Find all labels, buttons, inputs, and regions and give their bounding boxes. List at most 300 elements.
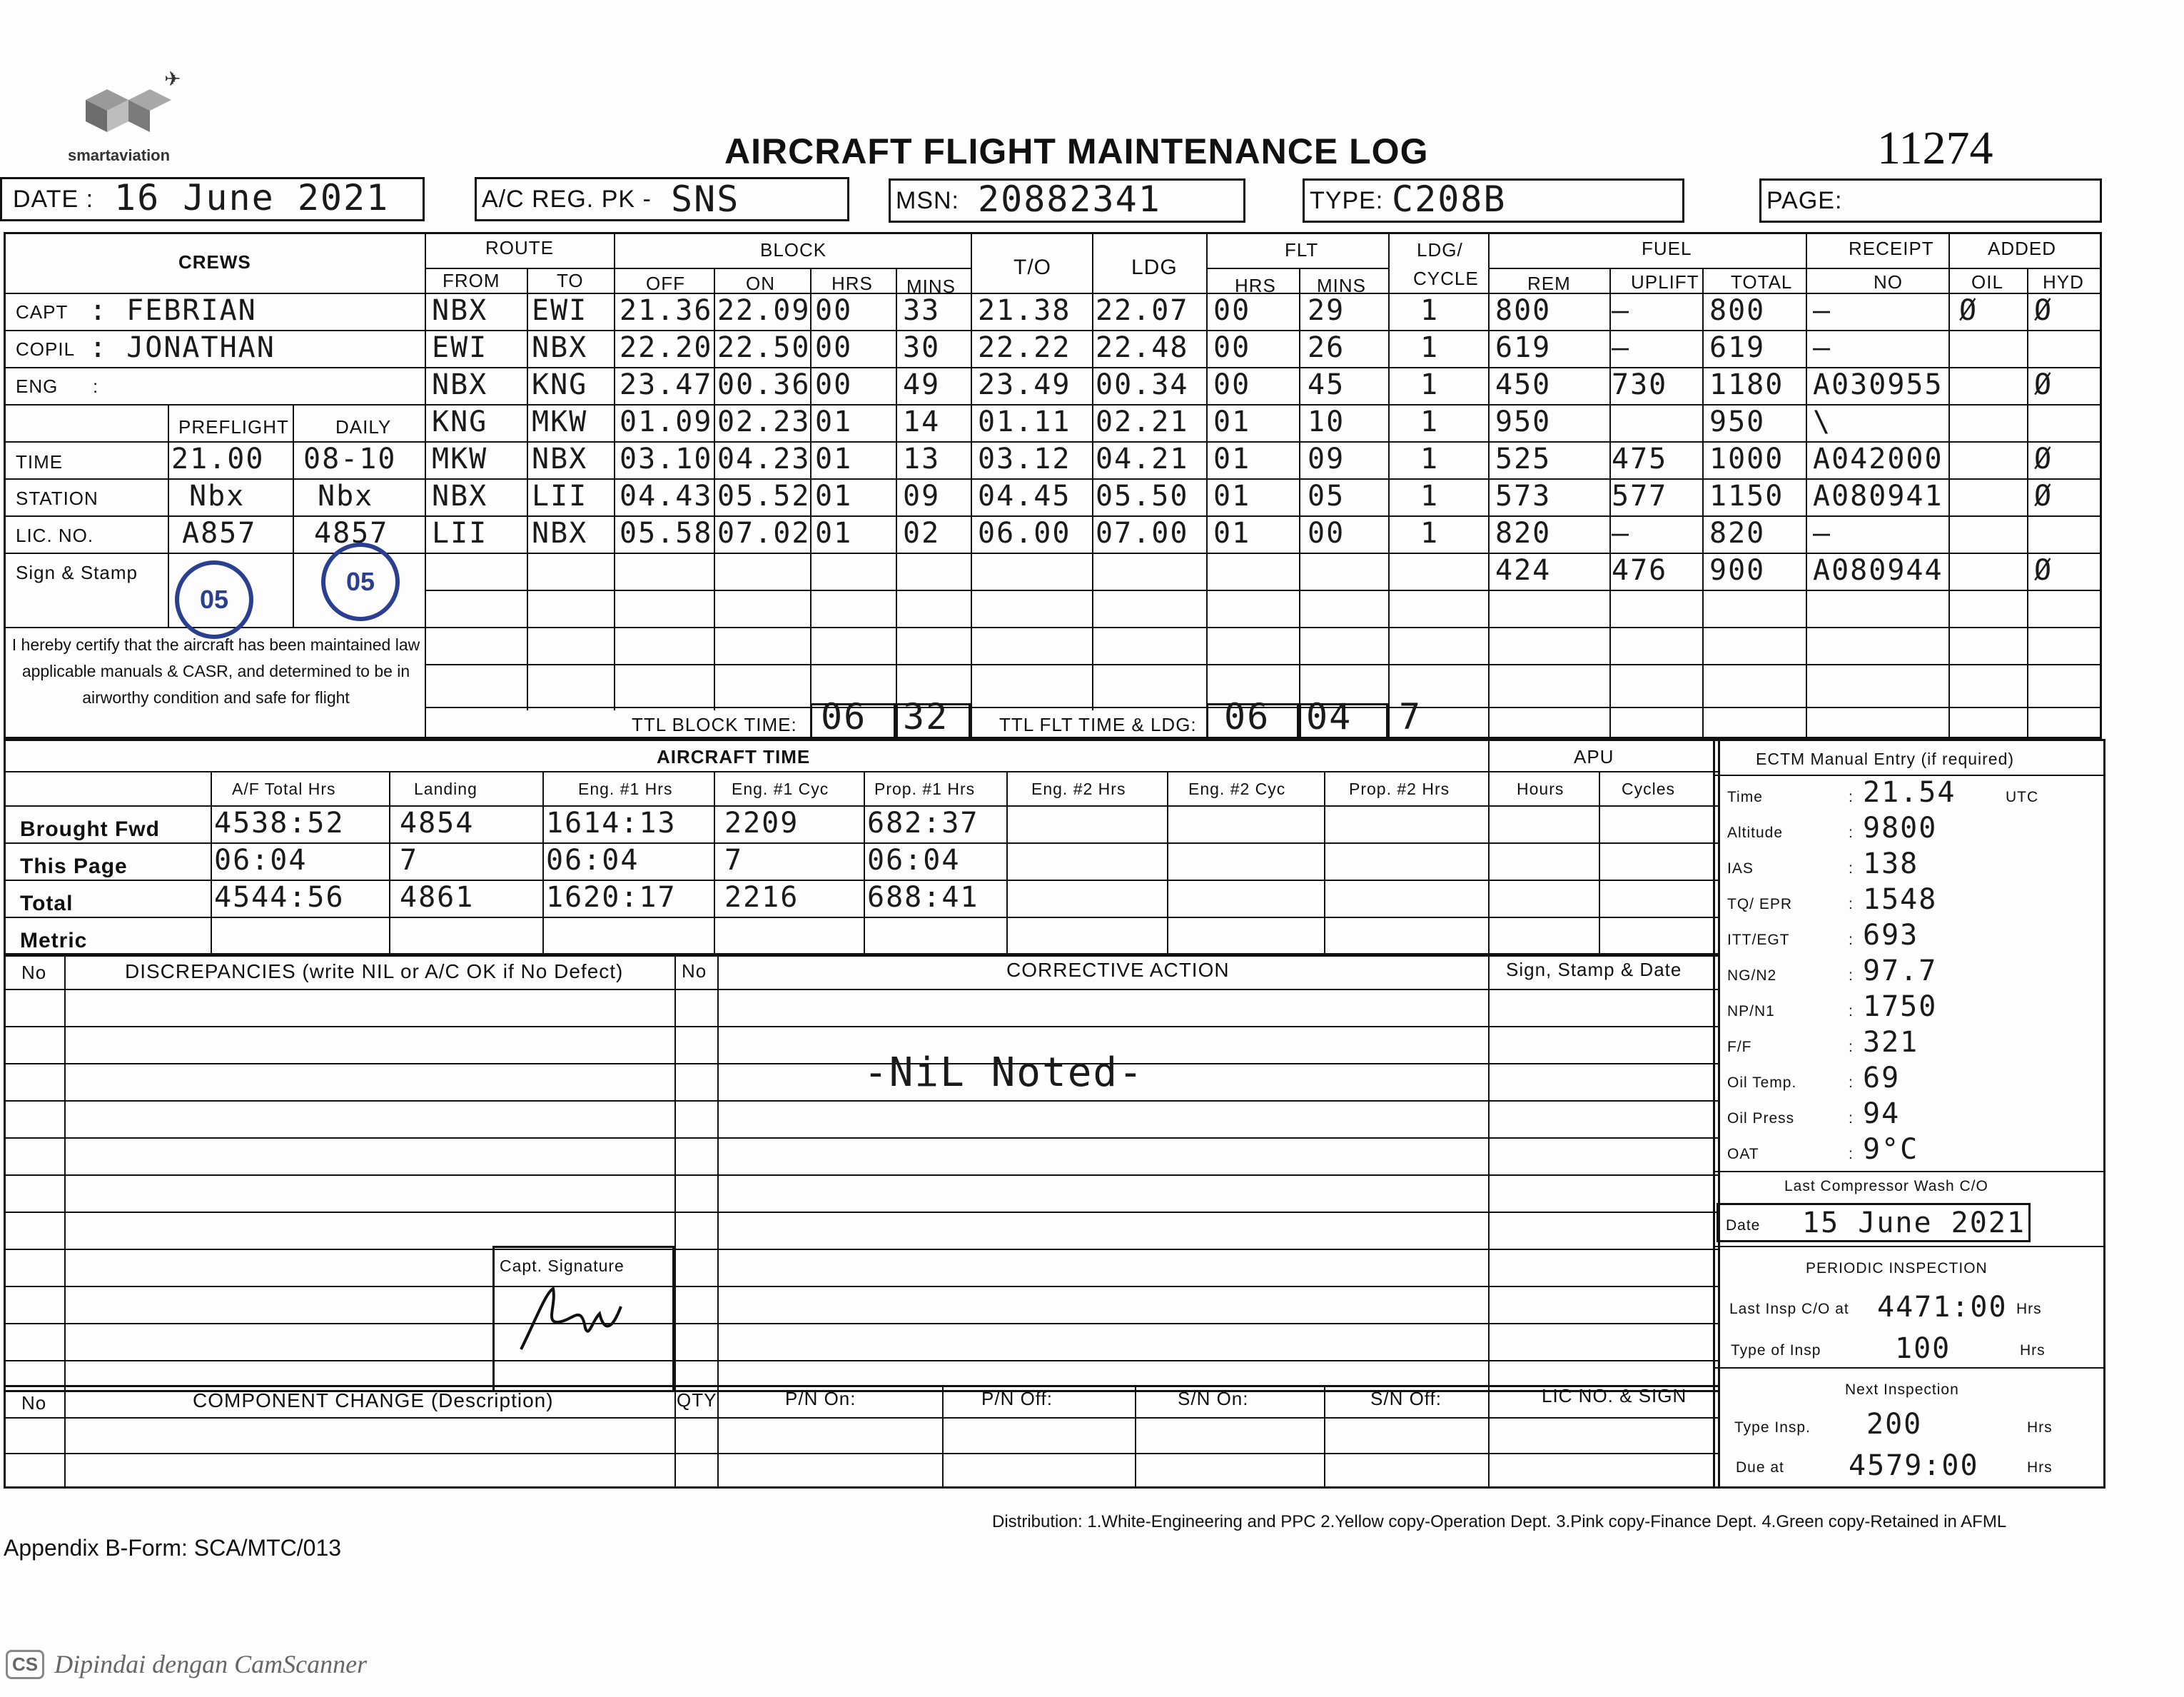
col-mins: MINS [906, 276, 956, 297]
flight-cell-on[interactable]: 05.52 [717, 480, 811, 513]
flight-cell-from[interactable]: NBX [432, 294, 488, 327]
aircraft-time-cell-af[interactable]: 06:04 [214, 844, 308, 877]
discrepancy-rule [4, 1212, 1720, 1213]
type-value[interactable]: C208B [1392, 178, 1507, 220]
aircraft-time-cell-af[interactable]: 4538:52 [214, 807, 345, 840]
disc-no2: No [682, 960, 707, 982]
ectm-value[interactable]: 69 [1863, 1062, 1901, 1094]
due-unit: Hrs [2027, 1459, 2053, 1476]
comp-no: No [21, 1392, 47, 1414]
flight-cell-cyc[interactable]: 1 [1420, 406, 1440, 438]
fuel-cell-rem[interactable]: 424 [1495, 554, 1552, 587]
svg-text:✈: ✈ [164, 71, 181, 91]
type-insp-unit: Hrs [2020, 1342, 2046, 1359]
aircraft-time-row-label: This Page [20, 855, 128, 878]
next-type-value[interactable]: 200 [1866, 1408, 1923, 1441]
fuel-cell-oil[interactable]: Ø [1959, 294, 1978, 327]
col-takeoff: T/O [1013, 256, 1051, 279]
fuel-cell-total[interactable]: 900 [1709, 554, 1766, 587]
flight-cell-tko[interactable]: 01.11 [978, 406, 1071, 438]
flight-cell-fhrs[interactable]: 01 [1213, 406, 1251, 438]
comp-lic: LIC NO. & SIGN [1542, 1385, 1687, 1406]
flight-cell-mins[interactable]: 30 [903, 331, 941, 364]
flight-cell-ldg[interactable]: 05.50 [1096, 480, 1189, 513]
capt-label: CAPT [16, 301, 69, 323]
discrepancy-rule [4, 1323, 1720, 1324]
wash-title: Last Compressor Wash C/O [1784, 1178, 1988, 1194]
stamp-preflight [175, 560, 253, 639]
flight-cell-ldg[interactable]: 07.00 [1096, 517, 1189, 550]
aircraft-time-cell-prop1[interactable]: 06:04 [867, 844, 961, 877]
fuel-cell-rem[interactable]: 820 [1495, 517, 1552, 550]
lic-preflight[interactable]: A857 [182, 517, 257, 550]
ectm-value[interactable]: 9800 [1863, 812, 1938, 845]
date-label: DATE : [13, 186, 94, 213]
stamp-text: 05 [199, 585, 229, 614]
fuel-cell-receipt[interactable]: \ [1813, 406, 1832, 438]
flight-cell-mins[interactable]: 33 [903, 294, 941, 327]
fuel-cell-receipt[interactable]: A042000 [1813, 443, 1943, 475]
col-block: BLOCK [760, 239, 827, 261]
type-insp-label: Type of Insp [1731, 1342, 1821, 1359]
disc-no: No [21, 962, 47, 983]
flight-cell-fhrs[interactable]: 00 [1213, 331, 1251, 364]
flight-cell-mins[interactable]: 49 [903, 368, 941, 401]
flight-cell-off[interactable]: 05.58 [620, 517, 713, 550]
flight-cell-fmins[interactable]: 09 [1308, 443, 1345, 475]
aircraft-time-header: Eng. #2 Hrs [1031, 780, 1126, 798]
aircraft-time-cell-af[interactable]: 4544:56 [214, 881, 345, 914]
fuel-cell-total[interactable]: 1000 [1709, 443, 1784, 475]
comp-pn-off: P/N Off: [981, 1388, 1053, 1409]
flight-cell-to[interactable]: NBX [532, 443, 588, 475]
flight-cell-from[interactable]: LII [432, 517, 488, 550]
copil-name[interactable]: : JONATHAN [89, 331, 275, 364]
fuel-cell-uplift[interactable]: 730 [1612, 368, 1668, 401]
ectm-label: TQ/ EPR [1727, 896, 1793, 912]
ectm-colon: : [1849, 789, 1854, 805]
fuel-cell-uplift[interactable]: 577 [1612, 480, 1668, 513]
ectm-value[interactable]: 693 [1863, 919, 1919, 952]
flight-cell-cyc[interactable]: 1 [1420, 517, 1440, 550]
flight-cell-off[interactable]: 23.47 [620, 368, 713, 401]
ectm-colon: : [1849, 1039, 1854, 1055]
flight-cell-ldg[interactable]: 22.07 [1096, 294, 1189, 327]
flight-cell-off[interactable]: 21.36 [620, 294, 713, 327]
flight-cell-off[interactable]: 01.09 [620, 406, 713, 438]
ectm-colon: : [1849, 860, 1854, 877]
flight-cell-off[interactable]: 04.43 [620, 480, 713, 513]
col-ldg-cycle-1: LDG/ [1417, 239, 1463, 261]
fuel-cell-receipt[interactable]: A080944 [1813, 554, 1943, 587]
lic-label: LIC. NO. [16, 525, 94, 546]
ectm-colon: : [1849, 825, 1854, 841]
flight-cell-tko[interactable]: 23.49 [978, 368, 1071, 401]
flight-cell-to[interactable]: KNG [532, 368, 588, 401]
flight-cell-tko[interactable]: 22.22 [978, 331, 1071, 364]
col-hrs: HRS [831, 273, 873, 294]
comp-sn-on: S/N On: [1178, 1388, 1249, 1409]
aircraft-time-title: AIRCRAFT TIME [657, 746, 811, 767]
discrepancy-rule [4, 1137, 1720, 1139]
fuel-cell-receipt[interactable]: – [1813, 294, 1832, 327]
aircraft-time-cell-eng1hrs[interactable]: 1620:17 [546, 881, 677, 914]
logo [64, 71, 221, 171]
discrepancy-rule [4, 1286, 1720, 1287]
distribution-text: Distribution: 1.White-Engineering and PPC 2.Yellow copy-Operation Dept. 3.Pink copy-Finance Dept. 4.Green copy-Retained in AFML [992, 1512, 2007, 1531]
flight-cell-ldg[interactable]: 22.48 [1096, 331, 1189, 364]
fuel-cell-receipt[interactable]: A030955 [1813, 368, 1943, 401]
ectm-colon: : [1849, 1146, 1854, 1162]
fuel-cell-total[interactable]: 1150 [1709, 480, 1784, 513]
flight-cell-from[interactable]: NBX [432, 368, 488, 401]
station-preflight[interactable]: Nbx [189, 480, 246, 513]
flight-cell-fmins[interactable]: 26 [1308, 331, 1345, 364]
flight-cell-to[interactable]: EWI [532, 294, 588, 327]
aircraft-time-row-label: Total [20, 892, 74, 915]
fuel-cell-rem[interactable]: 573 [1495, 480, 1552, 513]
flight-cell-mins[interactable]: 09 [903, 480, 941, 513]
flight-cell-hrs[interactable]: 00 [815, 294, 853, 327]
flight-cell-hrs[interactable]: 01 [815, 443, 853, 475]
aircraft-time-cell-eng1hrs[interactable]: 1614:13 [546, 807, 677, 840]
fuel-cell-total[interactable]: 800 [1709, 294, 1766, 327]
apu-cycles: Cycles [1622, 780, 1676, 798]
ttl-flt-label: TTL FLT TIME & LDG: [999, 714, 1197, 735]
aircraft-time-header: Prop. #2 Hrs [1349, 780, 1450, 798]
flight-cell-cyc[interactable]: 1 [1420, 294, 1440, 327]
flight-cell-fhrs[interactable]: 01 [1213, 517, 1251, 550]
flight-cell-hrs[interactable]: 01 [815, 406, 853, 438]
next-insp-title: Next Inspection [1845, 1381, 1959, 1398]
fuel-cell-uplift[interactable]: – [1612, 331, 1631, 364]
fuel-cell-rem[interactable]: 619 [1495, 331, 1552, 364]
discrepancy-rule [4, 1174, 1720, 1176]
fuel-cell-receipt[interactable]: – [1813, 517, 1832, 550]
comp-pn-on: P/N On: [785, 1388, 856, 1409]
capt-name[interactable]: : FEBRIAN [89, 294, 257, 327]
ttl-block-label: TTL BLOCK TIME: [632, 714, 797, 735]
certify-text: I hereby certify that the aircraft has been maintained law applicable manuals & CASR, and determined to be in airworthy condition and safe for flight [11, 635, 420, 707]
col-added: ADDED [1988, 238, 2057, 259]
aircraft-time-header: Eng. #2 Cyc [1188, 780, 1286, 798]
aircraft-time-cell-landing[interactable]: 7 [400, 844, 419, 877]
ectm-label: F/F [1727, 1039, 1752, 1055]
flight-cell-from[interactable]: NBX [432, 480, 488, 513]
copil-label: COPIL [16, 338, 76, 360]
discrepancy-rule [4, 1063, 1720, 1064]
flight-cell-off[interactable]: 22.20 [620, 331, 713, 364]
fuel-cell-rem[interactable]: 800 [1495, 294, 1552, 327]
station-label: STATION [16, 488, 98, 509]
ectm-colon: : [1849, 1110, 1854, 1127]
flight-cell-on[interactable]: 22.50 [717, 331, 811, 364]
last-insp-label: Last Insp C/O at [1729, 1301, 1849, 1317]
col-flt: FLT [1285, 239, 1319, 261]
flight-cell-hrs[interactable]: 01 [815, 517, 853, 550]
col-ldg-cycle-2: CYCLE [1413, 268, 1479, 289]
col-flt-mins: MINS [1317, 275, 1366, 296]
col-route: ROUTE [485, 237, 554, 258]
flight-cell-tko[interactable]: 06.00 [978, 517, 1071, 550]
discrepancy-rule [4, 989, 1720, 990]
col-uplift: UPLIFT [1631, 271, 1699, 293]
aircraft-time-header: Landing [414, 780, 477, 798]
fuel-cell-rem[interactable]: 525 [1495, 443, 1552, 475]
logo-icon [64, 71, 207, 150]
capt-signature-scribble [514, 1278, 642, 1356]
date-value[interactable]: 16 June 2021 [114, 177, 390, 218]
fuel-cell-hyd[interactable]: Ø [2034, 554, 2053, 587]
fuel-cell-hyd[interactable]: Ø [2034, 294, 2053, 327]
discrepancy-rule [4, 1360, 1720, 1361]
col-fuel: FUEL [1642, 238, 1692, 259]
serial-number: 11274 [1877, 122, 1993, 174]
ectm-value[interactable]: 138 [1863, 847, 1919, 880]
ectm-label: OAT [1727, 1146, 1759, 1162]
col-flt-hrs: HRS [1235, 275, 1276, 296]
ttl-block-hrs[interactable]: 06 [821, 696, 867, 737]
ectm-value[interactable]: 21.54 [1863, 776, 1956, 809]
fuel-cell-receipt[interactable]: A080941 [1813, 480, 1943, 513]
ectm-value[interactable]: 97.7 [1863, 955, 1938, 987]
fuel-cell-total[interactable]: 950 [1709, 406, 1766, 438]
aircraft-time-cell-eng1hrs[interactable]: 06:04 [546, 844, 639, 877]
time-preflight[interactable]: 21.00 [171, 443, 265, 475]
ectm-title: ECTM Manual Entry (if required) [1756, 750, 2015, 768]
col-off: OFF [646, 273, 685, 294]
ectm-colon: : [1849, 967, 1854, 984]
col-from: FROM [443, 270, 500, 291]
logo-text: smartaviation [68, 146, 171, 164]
fuel-cell-uplift[interactable]: 476 [1612, 554, 1668, 587]
fuel-cell-total[interactable]: 1180 [1709, 368, 1784, 401]
sign-stamp-label: Sign & Stamp [16, 562, 138, 583]
flight-cell-hrs[interactable]: 01 [815, 480, 853, 513]
discrepancy-rule [4, 1100, 1720, 1102]
periodic-title: PERIODIC INSPECTION [1806, 1260, 1988, 1276]
next-type-label: Type Insp. [1734, 1419, 1811, 1436]
flight-cell-fhrs[interactable]: 01 [1213, 480, 1251, 513]
fuel-cell-hyd[interactable]: Ø [2034, 443, 2053, 475]
reg-label: A/C REG. PK - [482, 186, 652, 213]
last-insp-unit: Hrs [2016, 1301, 2042, 1317]
flight-cell-on[interactable]: 07.02 [717, 517, 811, 550]
aircraft-time-cell-eng1cyc[interactable]: 7 [724, 844, 744, 877]
ectm-unit: UTC [2006, 789, 2039, 805]
flight-cell-fhrs[interactable]: 00 [1213, 368, 1251, 401]
fuel-cell-rem[interactable]: 950 [1495, 406, 1552, 438]
flight-cell-fmins[interactable]: 05 [1308, 480, 1345, 513]
discrepancy-rule [4, 1249, 1720, 1250]
time-label: TIME [16, 451, 64, 473]
ttl-block-mins[interactable]: 32 [903, 696, 949, 737]
flight-cell-fmins[interactable]: 45 [1308, 368, 1345, 401]
flight-cell-to[interactable]: NBX [532, 517, 588, 550]
sign-stamp-date: Sign, Stamp & Date [1506, 959, 1682, 980]
flight-cell-from[interactable]: EWI [432, 331, 488, 364]
flight-cell-from[interactable]: KNG [432, 406, 488, 438]
appendix-text: Appendix B-Form: SCA/MTC/013 [4, 1535, 342, 1561]
page-label: PAGE: [1766, 187, 1843, 214]
station-daily[interactable]: Nbx [318, 480, 374, 513]
disc-title: DISCREPANCIES (write NIL or A/C OK if No Defect) [125, 960, 624, 982]
msn-value[interactable]: 20882341 [978, 178, 1161, 220]
aircraft-time-header: Eng. #1 Hrs [578, 780, 673, 798]
flight-cell-ldg[interactable]: 00.34 [1096, 368, 1189, 401]
fuel-cell-uplift[interactable]: – [1612, 517, 1631, 550]
comp-qty: QTY [677, 1389, 717, 1411]
capt-signature-label: Capt. Signature [500, 1257, 625, 1275]
flight-cell-tko[interactable]: 21.38 [978, 294, 1071, 327]
ectm-label: Oil Temp. [1727, 1074, 1797, 1091]
ectm-label: Oil Press [1727, 1110, 1795, 1127]
comp-desc: COMPONENT CHANGE (Description) [193, 1389, 554, 1411]
ectm-label: Time [1727, 789, 1763, 805]
aircraft-time-cell-landing[interactable]: 4861 [400, 881, 475, 914]
stamp-text: 05 [345, 567, 375, 596]
flight-cell-mins[interactable]: 02 [903, 517, 941, 550]
col-ldg: LDG [1131, 256, 1178, 279]
wash-date-label: Date [1726, 1217, 1761, 1234]
fuel-cell-uplift[interactable]: – [1612, 294, 1631, 327]
lic-daily[interactable]: 4857 [314, 517, 389, 550]
stamp-daily [321, 543, 400, 621]
aircraft-time-cell-prop1[interactable]: 688:41 [867, 881, 979, 914]
ectm-label: IAS [1727, 860, 1754, 877]
type-label: TYPE: [1310, 187, 1384, 214]
flight-cell-on[interactable]: 04.23 [717, 443, 811, 475]
due-label: Due at [1736, 1459, 1784, 1476]
comp-sn-off: S/N Off: [1370, 1388, 1442, 1409]
flight-cell-hrs[interactable]: 00 [815, 331, 853, 364]
flight-cell-tko[interactable]: 03.12 [978, 443, 1071, 475]
corrective-title: CORRECTIVE ACTION [1006, 959, 1230, 981]
col-receipt: RECEIPT [1849, 238, 1934, 259]
aircraft-time-row-label: Brought Fwd [20, 817, 160, 841]
fuel-cell-hyd[interactable]: Ø [2034, 480, 2053, 513]
col-on: ON [746, 273, 775, 294]
aircraft-time-header: A/F Total Hrs [232, 780, 336, 798]
flight-cell-mins[interactable]: 13 [903, 443, 941, 475]
flight-cell-to[interactable]: NBX [532, 331, 588, 364]
flight-cell-fmins[interactable]: 00 [1308, 517, 1345, 550]
flight-cell-on[interactable]: 00.36 [717, 368, 811, 401]
doc-title: AIRCRAFT FLIGHT MAINTENANCE LOG [724, 131, 1429, 171]
ectm-label: ITT/EGT [1727, 932, 1790, 948]
flight-cell-ldg[interactable]: 04.21 [1096, 443, 1189, 475]
flight-cell-cyc[interactable]: 1 [1420, 443, 1440, 475]
aircraft-time-row-label: Metric [20, 929, 88, 952]
col-receipt-no: NO [1874, 271, 1903, 293]
aircraft-time-header: Prop. #1 Hrs [874, 780, 976, 798]
ttl-ldg[interactable]: 7 [1399, 696, 1422, 737]
aircraft-time-cell-prop1[interactable]: 682:37 [867, 807, 979, 840]
ectm-label: NG/N2 [1727, 967, 1777, 984]
fuel-cell-uplift[interactable]: 475 [1612, 443, 1668, 475]
camscanner-badge [6, 1649, 367, 1679]
eng-label: ENG [16, 376, 59, 397]
nil-noted[interactable]: -NiL Noted- [864, 1049, 1144, 1096]
fuel-cell-total[interactable]: 619 [1709, 331, 1766, 364]
col-hyd: HYD [2043, 271, 2084, 293]
flight-cell-fmins[interactable]: 29 [1308, 294, 1345, 327]
aircraft-time-cell-eng1cyc[interactable]: 2209 [724, 807, 799, 840]
fuel-cell-hyd[interactable]: Ø [2034, 368, 2053, 401]
ectm-value[interactable]: 1750 [1863, 990, 1938, 1023]
reg-value[interactable]: SNS [671, 178, 740, 220]
flight-cell-fhrs[interactable]: 00 [1213, 294, 1251, 327]
ectm-colon: : [1849, 1003, 1854, 1019]
ectm-colon: : [1849, 896, 1854, 912]
fuel-cell-rem[interactable]: 450 [1495, 368, 1552, 401]
ectm-value[interactable]: 9°C [1863, 1133, 1919, 1166]
discrepancy-rule [4, 1026, 1720, 1027]
aircraft-time-header: Eng. #1 Cyc [732, 780, 829, 798]
flight-cell-cyc[interactable]: 1 [1420, 480, 1440, 513]
fuel-cell-total[interactable]: 820 [1709, 517, 1766, 550]
time-daily[interactable]: 08-10 [303, 443, 397, 475]
col-total: TOTAL [1731, 271, 1793, 293]
type-insp-value[interactable]: 100 [1895, 1332, 1951, 1365]
ectm-label: Altitude [1727, 825, 1784, 841]
flight-cell-on[interactable]: 22.09 [717, 294, 811, 327]
discrepancy-table [4, 953, 1720, 1392]
col-rem: REM [1527, 273, 1571, 294]
preflight-label: PREFLIGHT [178, 416, 289, 438]
flight-cell-cyc[interactable]: 1 [1420, 368, 1440, 401]
flight-cell-hrs[interactable]: 00 [815, 368, 853, 401]
msn-label: MSN: [896, 187, 959, 214]
flight-cell-on[interactable]: 02.23 [717, 406, 811, 438]
flight-cell-fhrs[interactable]: 01 [1213, 443, 1251, 475]
next-type-unit: Hrs [2027, 1419, 2053, 1436]
ectm-label: NP/N1 [1727, 1003, 1775, 1019]
camscanner-icon: CS [6, 1650, 44, 1679]
ectm-value[interactable]: 321 [1863, 1026, 1919, 1059]
flight-cell-to[interactable]: LII [532, 480, 588, 513]
flight-cell-tko[interactable]: 04.45 [978, 480, 1071, 513]
ectm-colon: : [1849, 1074, 1854, 1091]
col-to: TO [557, 270, 584, 291]
ttl-flt-hrs[interactable]: 06 [1224, 696, 1270, 737]
camscanner-text: Dipindai dengan CamScanner [54, 1650, 368, 1678]
flight-cell-from[interactable]: MKW [432, 443, 488, 475]
ttl-flt-mins[interactable]: 04 [1306, 696, 1353, 737]
aircraft-time-cell-landing[interactable]: 4854 [400, 807, 475, 840]
ectm-value[interactable]: 94 [1863, 1097, 1901, 1130]
col-crews: CREWS [178, 251, 251, 273]
flight-cell-cyc[interactable]: 1 [1420, 331, 1440, 364]
flight-cell-ldg[interactable]: 02.21 [1096, 406, 1189, 438]
due-value[interactable]: 4579:00 [1849, 1449, 1979, 1482]
flight-cell-to[interactable]: MKW [532, 406, 588, 438]
fuel-cell-receipt[interactable]: – [1813, 331, 1832, 364]
col-oil: OIL [1971, 271, 2003, 293]
daily-label: DAILY [335, 416, 392, 438]
aircraft-time-cell-eng1cyc[interactable]: 2216 [724, 881, 799, 914]
ectm-value[interactable]: 1548 [1863, 883, 1938, 916]
apu-title: APU [1574, 746, 1614, 767]
flight-cell-off[interactable]: 03.10 [620, 443, 713, 475]
ectm-colon: : [1849, 932, 1854, 948]
last-insp-value[interactable]: 4471:00 [1877, 1291, 2008, 1324]
flight-cell-fmins[interactable]: 10 [1308, 406, 1345, 438]
eng-value: : [93, 376, 99, 397]
flight-cell-mins[interactable]: 14 [903, 406, 941, 438]
wash-date[interactable]: 15 June 2021 [1802, 1207, 2026, 1239]
apu-hours: Hours [1517, 780, 1564, 798]
